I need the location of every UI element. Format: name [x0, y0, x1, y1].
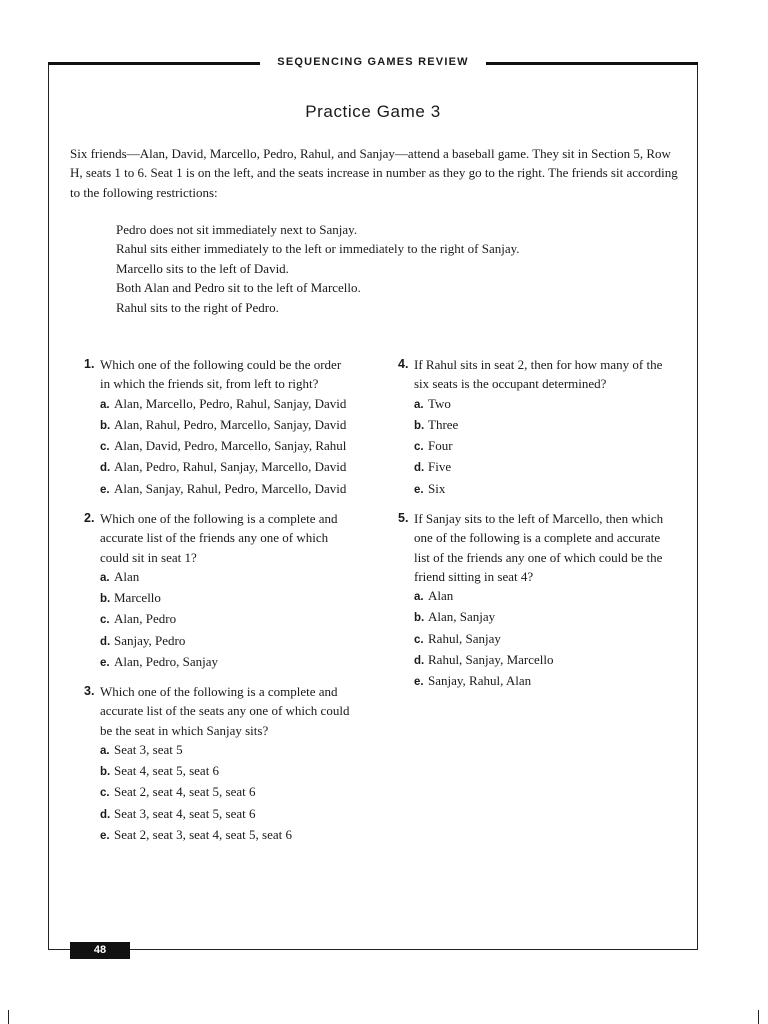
stem-line: be the seat in which Sanjay sits?: [100, 722, 269, 738]
question-stem: [384, 509, 684, 586]
option-letter: d.: [414, 655, 425, 668]
stem-line: one of the following is a complete and accurate: [414, 530, 661, 546]
answer-option-c[interactable]: [70, 436, 390, 457]
stem-line: accurate list of the friends any one of which: [100, 530, 329, 546]
rule-item: Rahul sits to the right of Pedro.: [116, 299, 279, 315]
option-letter: c.: [100, 787, 110, 800]
page-number: 48: [70, 942, 130, 959]
option-letter: c.: [100, 441, 110, 454]
option-text: Rahul, Sanjay, Marcello: [428, 652, 554, 668]
option-text: Seat 3, seat 5: [114, 741, 183, 757]
answer-option-d[interactable]: [70, 804, 390, 825]
answer-option-e[interactable]: [70, 825, 390, 846]
question-number: 1.: [84, 357, 95, 371]
page-title: Practice Game 3: [305, 102, 441, 121]
stem-line: six seats is the occupant determined?: [414, 376, 607, 392]
question-5: [384, 509, 684, 693]
answer-option-a[interactable]: [70, 394, 390, 415]
option-text: Alan, Rahul, Pedro, Marcello, Sanjay, David: [114, 416, 347, 432]
question-number: 3.: [84, 684, 95, 698]
header-rule-left: [48, 62, 260, 65]
stem-line: Which one of the following is a complete and: [100, 511, 338, 526]
answer-option-e[interactable]: [70, 479, 390, 500]
option-text: Seat 4, seat 5, seat 6: [114, 763, 220, 779]
option-text: Five: [428, 459, 452, 475]
option-text: Sanjay, Rahul, Alan: [428, 673, 532, 689]
option-text: Alan, Pedro, Rahul, Sanjay, Marcello, David: [114, 459, 347, 475]
option-text: Alan, Marcello, Pedro, Rahul, Sanjay, David: [114, 395, 347, 411]
answer-option-a[interactable]: [70, 740, 390, 761]
stem-line: Which one of the following is a complete and: [100, 684, 338, 699]
option-letter: e.: [100, 657, 110, 670]
question-number: 5.: [398, 511, 409, 525]
rule-item: Both Alan and Pedro sit to the left of Marcello.: [116, 280, 361, 296]
answer-option-d[interactable]: [384, 650, 684, 671]
answer-option-d[interactable]: [70, 631, 390, 652]
option-letter: a.: [100, 744, 110, 757]
option-letter: a.: [414, 398, 424, 411]
answer-option-c[interactable]: [70, 782, 390, 803]
option-letter: b.: [100, 593, 111, 606]
option-text: Six: [428, 480, 446, 496]
option-text: Seat 3, seat 4, seat 5, seat 6: [114, 805, 256, 821]
option-letter: c.: [414, 441, 424, 454]
option-text: Two: [428, 395, 451, 411]
stem-line: list of the friends any one of which could be the: [414, 549, 663, 565]
question-3: [70, 682, 390, 846]
option-letter: e.: [414, 676, 424, 689]
option-letter: c.: [100, 614, 110, 627]
option-letter: a.: [100, 398, 110, 411]
answer-option-a[interactable]: [384, 586, 684, 607]
answer-option-d[interactable]: [70, 457, 390, 478]
option-letter: a.: [414, 591, 424, 604]
option-letter: e.: [100, 483, 110, 496]
option-text: Four: [428, 438, 453, 454]
option-letter: d.: [100, 635, 111, 648]
answer-option-c[interactable]: [70, 609, 390, 630]
answer-option-c[interactable]: [384, 436, 684, 457]
option-letter: b.: [100, 419, 111, 432]
option-text: Alan, Pedro, Sanjay: [114, 654, 218, 670]
option-text: Rahul, Sanjay: [428, 630, 501, 646]
stem-line: could sit in seat 1?: [100, 549, 197, 565]
option-text: Alan, Sanjay, Rahul, Pedro, Marcello, David: [114, 480, 347, 496]
question-2: [70, 509, 390, 673]
answer-option-c[interactable]: [384, 629, 684, 650]
answer-option-e[interactable]: [384, 671, 684, 692]
option-letter: d.: [100, 808, 111, 821]
rule-item: Rahul sits either immediately to the left or immediately to the right of Sanjay.: [116, 241, 520, 257]
crop-mark: [758, 1010, 759, 1024]
answer-option-b[interactable]: [384, 415, 684, 436]
rule-item: Marcello sits to the left of David.: [116, 260, 289, 276]
question-stem: [70, 355, 390, 394]
option-letter: d.: [414, 462, 425, 475]
option-text: Seat 2, seat 4, seat 5, seat 6: [114, 784, 256, 800]
answer-option-b[interactable]: [384, 607, 684, 628]
option-letter: d.: [100, 462, 111, 475]
option-letter: b.: [414, 612, 425, 625]
option-letter: e.: [100, 830, 110, 843]
question-1: [70, 355, 390, 500]
answer-option-e[interactable]: [70, 652, 390, 673]
stem-line: accurate list of the seats any one of which could: [100, 703, 350, 719]
answer-option-b[interactable]: [70, 761, 390, 782]
option-text: Alan: [428, 588, 454, 604]
answer-option-e[interactable]: [384, 479, 684, 500]
option-text: Alan, Pedro: [114, 611, 177, 627]
rules-list: [116, 220, 656, 317]
question-stem: [384, 355, 684, 394]
question-stem: [70, 509, 390, 567]
answer-option-a[interactable]: [70, 567, 390, 588]
question-number: 4.: [398, 357, 409, 371]
crop-mark: [8, 1010, 9, 1024]
answer-option-a[interactable]: [384, 394, 684, 415]
answer-option-b[interactable]: [70, 415, 390, 436]
option-letter: b.: [100, 766, 111, 779]
question-4: [384, 355, 684, 500]
question-number: 2.: [84, 511, 95, 525]
rule-item: Pedro does not sit immediately next to Sanjay.: [116, 222, 358, 237]
intro-paragraph: Six friends—Alan, David, Marcello, Pedro, Rahul, and Sanjay—attend a baseball game. They sit in Section 5, Row H, seats 1 to 6. Seat 1 is on the left, and the seats increase in number as they go to the right. The friends sit according to the following restrictions:: [70, 146, 678, 200]
header-rule-right: [486, 62, 698, 65]
option-letter: b.: [414, 419, 425, 432]
option-text: Sanjay, Pedro: [114, 632, 186, 648]
option-text: Seat 2, seat 3, seat 4, seat 5, seat 6: [114, 827, 292, 843]
question-stem: [70, 682, 390, 740]
answer-option-b[interactable]: [70, 588, 390, 609]
option-text: Marcello: [114, 590, 161, 606]
stem-line: Which one of the following could be the order: [100, 357, 342, 372]
answer-option-d[interactable]: [384, 457, 684, 478]
option-letter: e.: [414, 483, 424, 496]
option-letter: a.: [100, 571, 110, 584]
stem-line: If Rahul sits in seat 2, then for how many of the: [414, 357, 663, 372]
option-text: Alan, David, Pedro, Marcello, Sanjay, Rahul: [114, 438, 347, 454]
option-letter: c.: [414, 633, 424, 646]
stem-line: friend sitting in seat 4?: [414, 568, 534, 584]
option-text: Alan, Sanjay: [428, 609, 496, 625]
section-header: SEQUENCING GAMES REVIEW: [277, 56, 469, 68]
option-text: Three: [428, 416, 459, 432]
option-text: Alan: [114, 568, 140, 584]
stem-line: in which the friends sit, from left to right?: [100, 376, 319, 392]
stem-line: If Sanjay sits to the left of Marcello, then which: [414, 511, 664, 526]
